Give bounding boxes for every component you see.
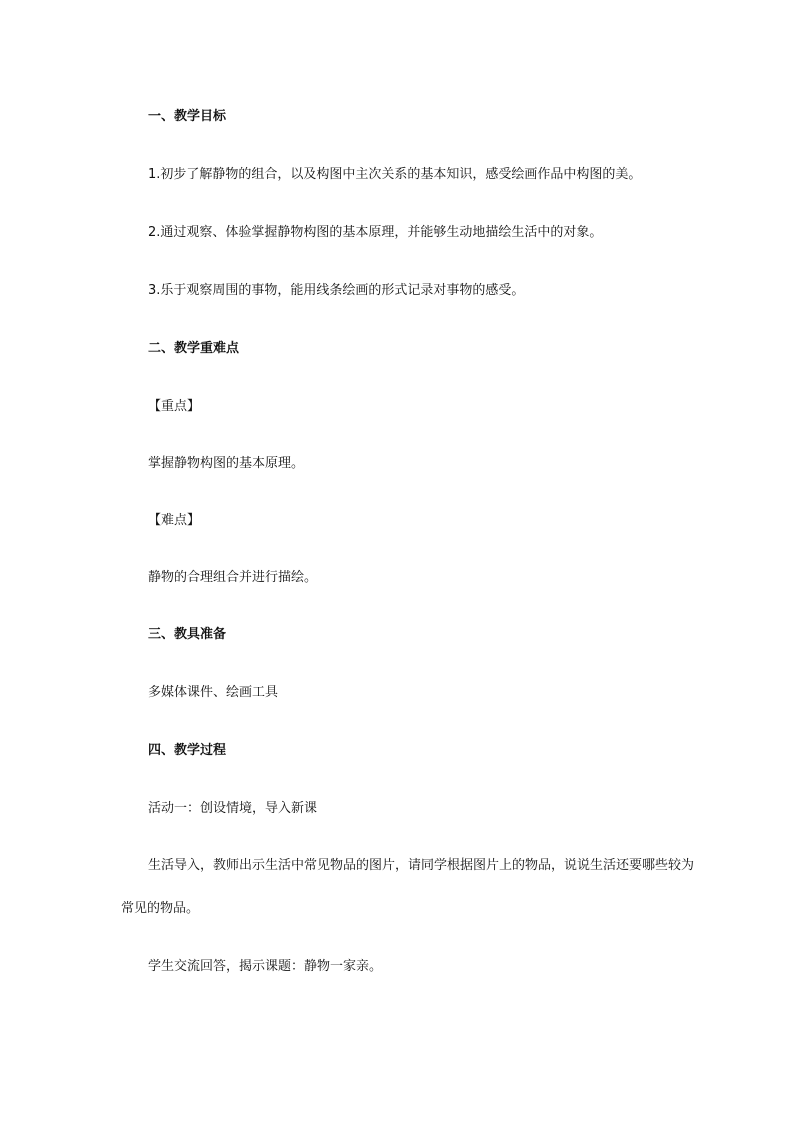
activity-1-title: 活动一：创设情境，导入新课 — [148, 801, 318, 816]
teaching-aids-text: 多媒体课件、绘画工具 — [148, 685, 279, 700]
difficult-point-text: 静物的合理组合并进行描绘。 — [148, 570, 318, 585]
objective-3: 3.乐于观察周围的事物，能用线条绘画的形式记录对事物的感受。 — [148, 283, 525, 298]
activity-1-paragraph-line-2: 常见的物品。 — [121, 901, 200, 916]
key-point-text: 掌握静物构图的基本原理。 — [148, 456, 305, 471]
activity-1-paragraph-2: 学生交流回答，揭示课题：静物一家亲。 — [148, 959, 383, 974]
section-heading-objectives: 一、教学目标 — [148, 109, 227, 124]
difficult-point-label: 【难点】 — [148, 513, 201, 528]
objective-1: 1.初步了解静物的组合，以及构图中主次关系的基本知识，感受绘画作品中构图的美。 — [148, 167, 642, 182]
key-point-label: 【重点】 — [148, 399, 201, 414]
activity-1-paragraph-line-1: 生活导入，教师出示生活中常见物品的图片，请同学根据图片上的物品，说说生活还要哪些较为 — [148, 858, 695, 873]
section-heading-teaching-process: 四、教学过程 — [148, 743, 227, 758]
objective-2: 2.通过观察、体验掌握静物构图的基本原理，并能够生动地描绘生活中的对象。 — [148, 225, 603, 240]
section-heading-teaching-aids: 三、教具准备 — [148, 627, 227, 642]
section-heading-key-difficult-points: 二、教学重难点 — [148, 341, 240, 356]
